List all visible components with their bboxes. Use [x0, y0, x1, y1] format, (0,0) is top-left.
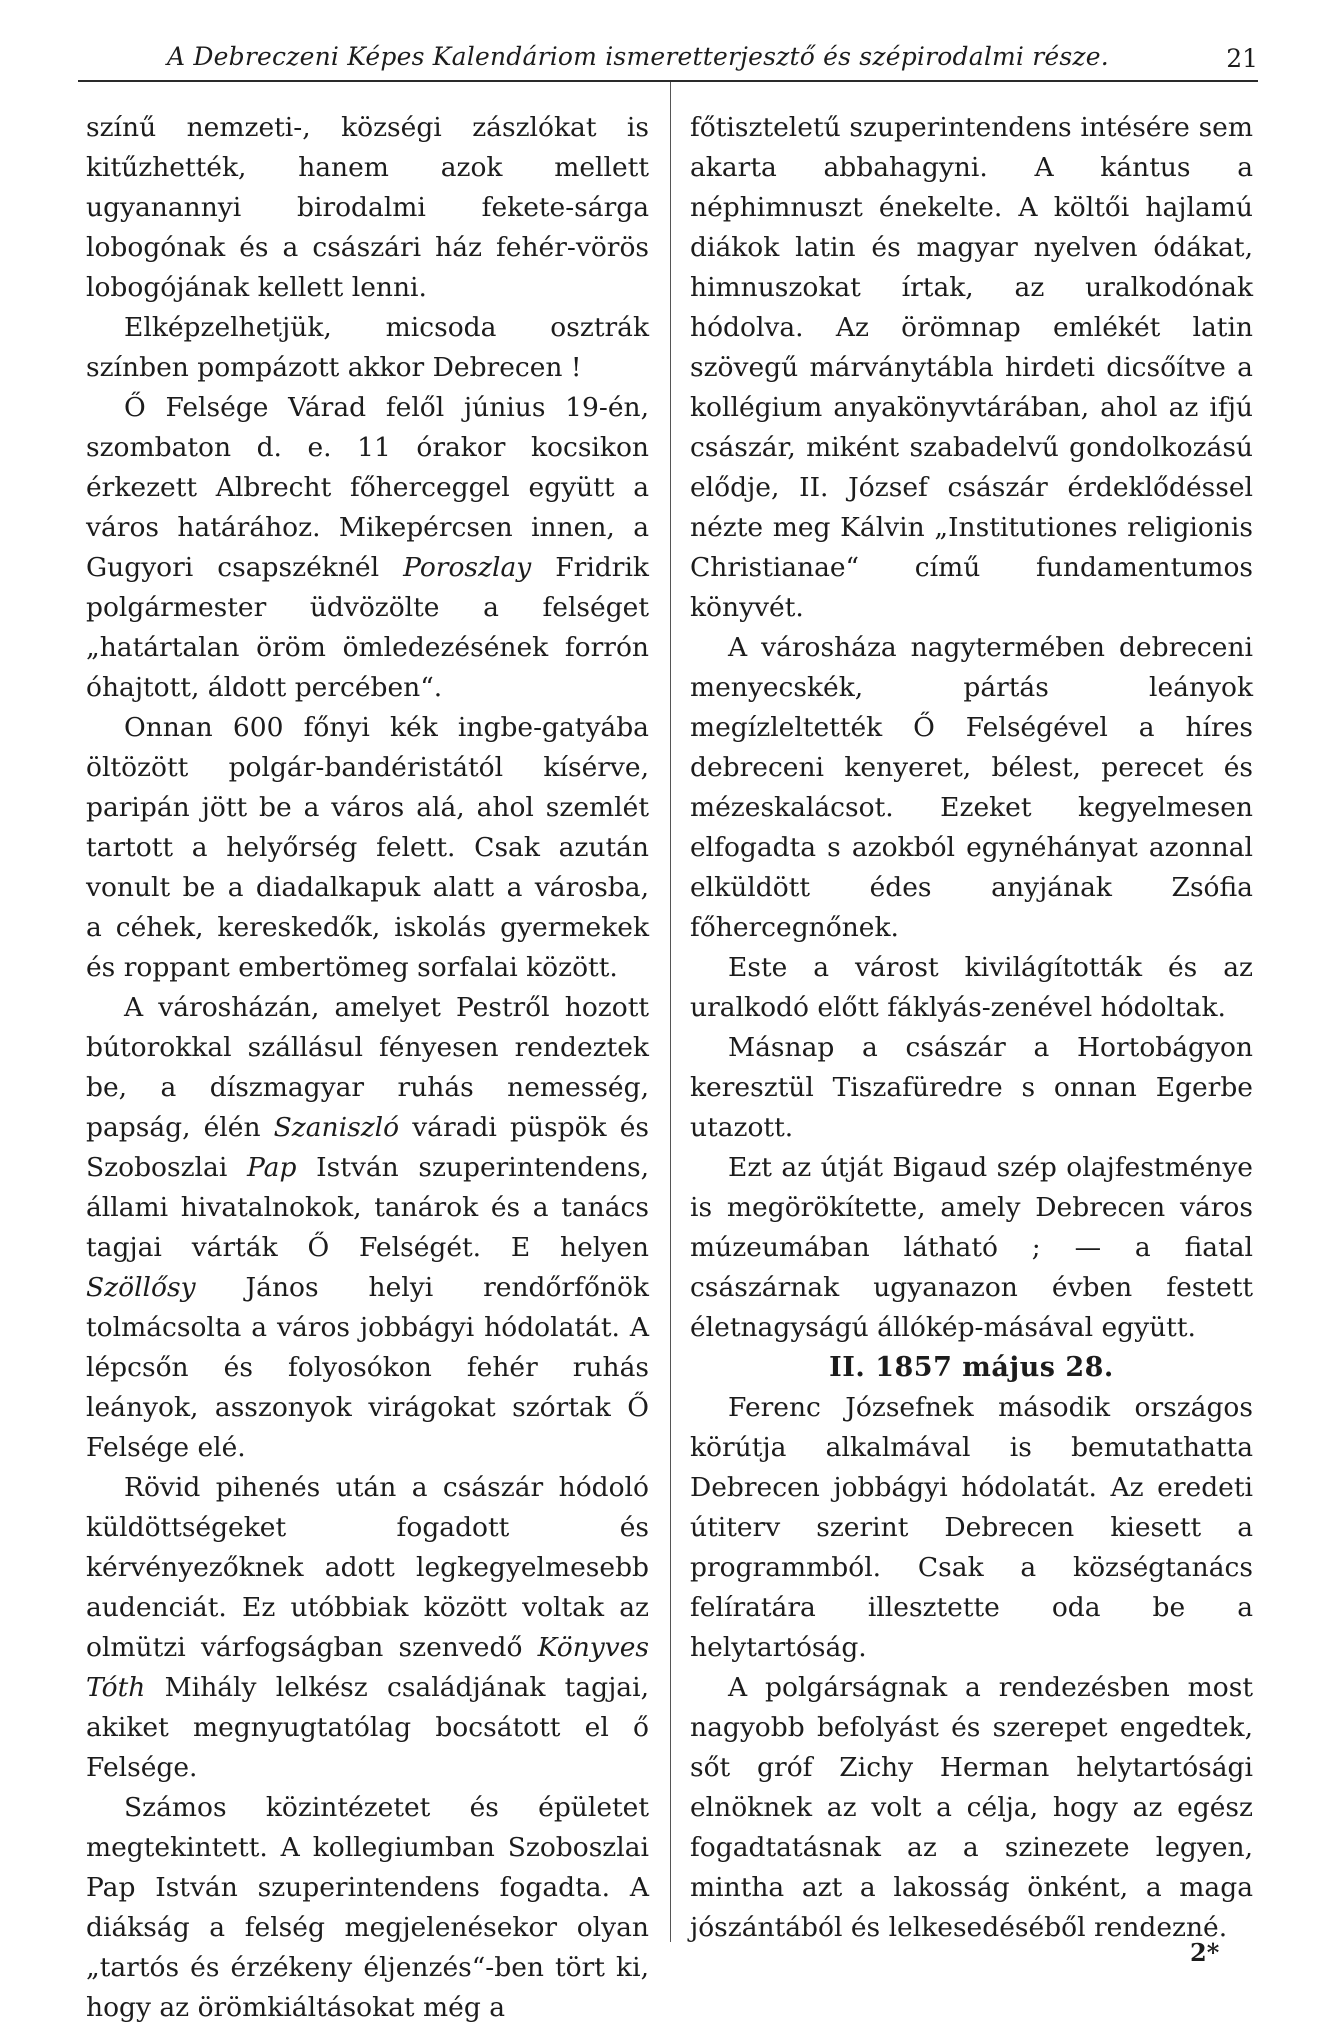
page-header [78, 38, 1258, 80]
paragraph: A városháza nagytermében debreceni menyecskék, pártás leányok megízleltették Ő Felségével a híres debreceni kenyeret, bélest, perecet és mézeskalácsot. Ezeket kegyelmesen elfogadta s azokból egynéhányat azonnal elküldött édes anyjának Zsófia főhercegnőnek. [690, 632, 1253, 943]
header-rule [78, 80, 1258, 82]
paragraph: A városházán, amelyet Pestről hozott bútorokkal szállásul fényesen rendeztek be, a díszmagyar ruhás nemesség, papság, élén Szaniszló váradi püspök és Szoboszlai Pap István szuperintendens, állami hivatalnokok, tanárok és a tanács tagjai várták Ő Felségét. E helyen Szöllősy János helyi rendőrfőnök tolmácsolta a város jobbágyi hódolatát. A lépcsőn és folyosókon fehér ruhás leányok, asszonyok virágokat szórtak Ő Felsége elé. [86, 992, 649, 1463]
signature-mark: 2* [1190, 1938, 1220, 1967]
paragraph: Rövid pihenés után a császár hódoló küldöttségeket fogadott és kérvényezőknek adott legkegyelmesebb audenciát. Ez utóbbiak között voltak az olmützi várfogságban szenvedő Könyves Tóth Mihály lelkész családjának tagjai, akiket megnyugtatólag bocsátott el ő Felsége. [86, 1472, 649, 1783]
paragraph: A polgárságnak a rendezésben most nagyobb befolyást és szerepet engedtek, sőt gróf Zichy Herman helytartósági elnöknek az volt a célja, hogy az egész fogadtatásnak az a szinezete legyen, mintha azt a lakosság önként, a maga jószántából és lelkesedéséből rendezné. [690, 1672, 1253, 1943]
paragraph: főtiszteletű szuperintendens intésére sem akarta abbahagyni. A kántus a néphimnuszt énekelte. A költői hajlamú diákok latin és magyar nyelven ódákat, himnuszokat írtak, az uralkodónak hódolva. Az örömnap emlékét latin szövegű márványtábla hirdeti dicsőítve a kollégium anyakönyvtárában, ahol az ifjú császár, miként szabadelvű gondolkozású elődje, II. József császár érdeklődéssel nézte meg Kálvin „Institutiones religionis Christianae“ című fundamentumos könyvét. [690, 112, 1253, 623]
running-title: A Debreczeni Képes Kalendáriom ismeretterjesztő és szépirodalmi része. [167, 42, 1109, 71]
section-heading: II. 1857 május 28. [829, 1352, 1114, 1383]
column-divider [670, 82, 671, 1942]
left-column [86, 108, 649, 2028]
person-name: Szöllősy [86, 1272, 196, 1303]
paragraph: színű nemzeti-, községi zászlókat is kitűzhették, hanem azok mellett ugyanannyi birodalmi fekete-sárga lobogónak és a császári ház fehér-vörös lobogójának kellett lenni. [86, 112, 649, 303]
paragraph: Számos közintézetet és épületet megtekintett. A kollegiumban Szoboszlai Pap István szuperintendens fogadta. A diákság a felség megjelenésekor olyan „tartós és érzékeny éljenzés“-ben tört ki, hogy az örömkiáltásokat még a [86, 1792, 649, 2023]
paragraph: Ő Felsége Várad felől június 19-én, szombaton d. e. 11 órakor kocsikon érkezett Albrecht főherceggel együtt a város határához. Mikepércsen innen, a Gugyori csapszéknél Poroszlay Fridrik polgármester üdvözölte a felséget „határtalan öröm ömledezésének forrón óhajtott, áldott percében“. [86, 392, 649, 703]
paragraph: Másnap a császár a Hortobágyon keresztül Tiszafüredre s onnan Egerbe utazott. [690, 1032, 1253, 1143]
paragraph: Elképzelhetjük, micsoda osztrák színben pompázott akkor Debrecen ! [86, 312, 649, 383]
paragraph: Onnan 600 főnyi kék ingbe-gatyába öltözött polgár-bandéristától kísérve, paripán jött be a város alá, ahol szemlét tartott a helyőrség felett. Csak azután vonult be a diadalkapuk alatt a városba, a céhek, kereskedők, iskolás gyermekek és roppant embertömeg sorfalai között. [86, 712, 649, 983]
right-column [690, 108, 1253, 1948]
paragraph: Ezt az útját Bigaud szép olajfestménye is megörökítette, amely Debrecen város múzeumában látható ; — a fiatal császárnak ugyanazon évben festett életnagyságú állókép-másával együtt. [690, 1152, 1253, 1343]
person-name: Könyves Tóth [86, 1632, 649, 1703]
person-name: Szaniszló [273, 1112, 400, 1143]
paragraph: Este a várost kivilágították és az uralkodó előtt fáklyás-zenével hódoltak. [690, 952, 1253, 1023]
person-name: Poroszlay [403, 552, 532, 583]
person-name: Pap [247, 1152, 297, 1183]
paragraph: Ferenc Józsefnek második országos körútja alkalmával is bemutathatta Debrecen jobbágyi hódolatát. Az eredeti útiterv szerint Debrecen kiesett a programmból. Csak a községtanács felíratára illesztette oda be a helytartóság. [690, 1392, 1253, 1663]
page-number: 21 [1226, 44, 1258, 73]
